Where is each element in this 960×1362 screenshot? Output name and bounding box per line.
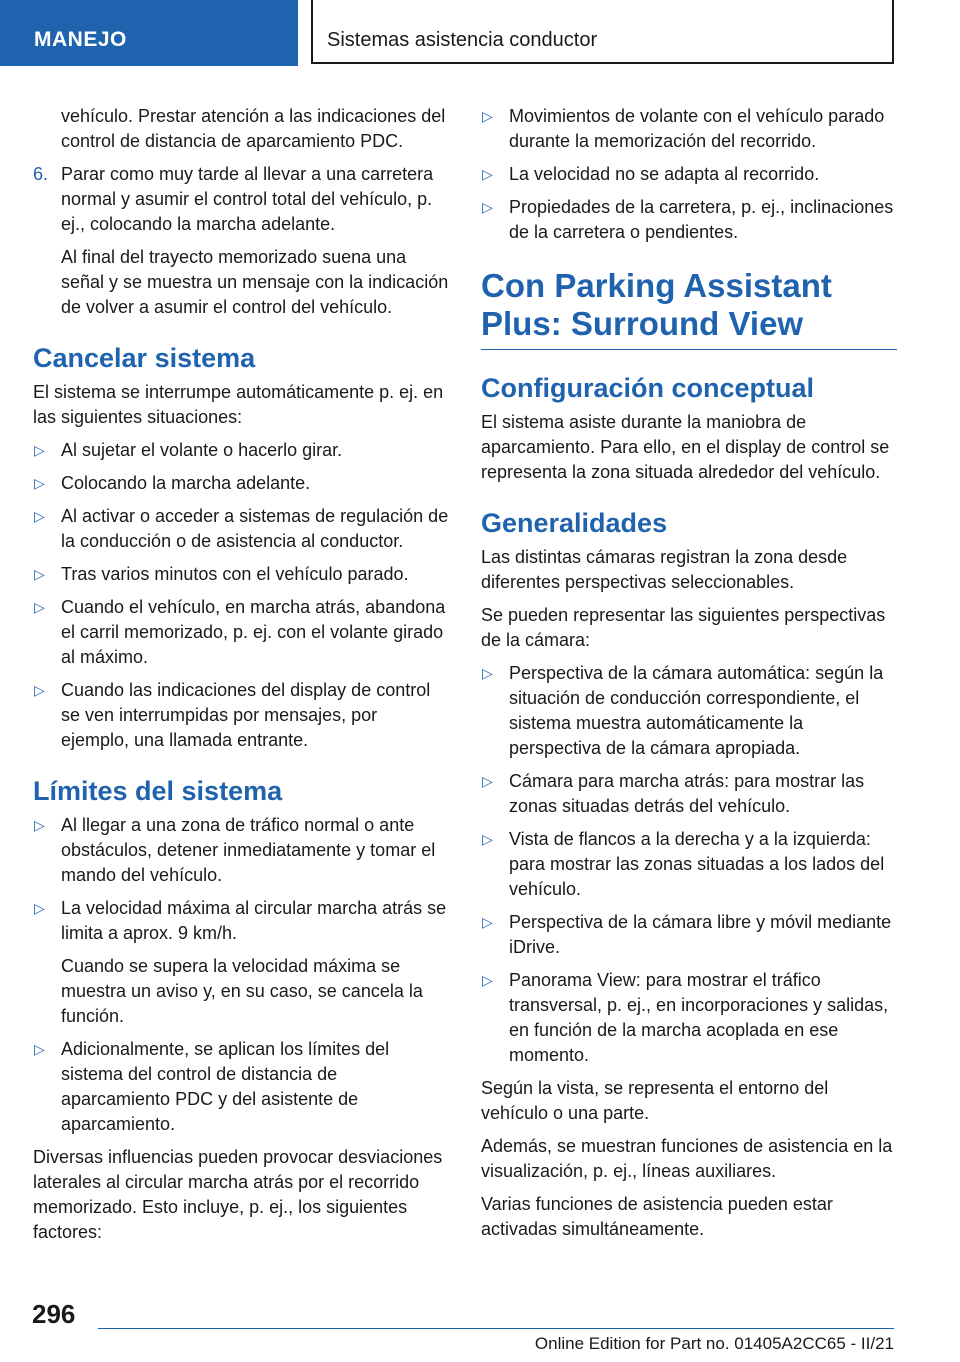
step-text: Parar como muy tarde al llevar a una carretera normal y asumir el control total del vehículo, p. ej., colocando la marcha adelante. [61,164,434,234]
list-item: ▷ Perspectiva de la cámara automática: según la situación de conducción correspondiente, el sistema muestra automáticamente la perspectiva de la cámara apropiada. [482,663,884,758]
limits-heading: Límites del sistema [33,776,283,806]
triangle-bullet-icon: ▷ [34,508,45,524]
list-item: ▷ Adicionalmente, se aplican los límites del sistema del control de distancia de aparcamiento PDC y del asistente de aparcamiento. [34,1039,390,1134]
triangle-bullet-icon: ▷ [482,914,493,930]
general-paragraph-1: Las distintas cámaras registran la zona desde diferentes perspectivas seleccionables. [481,547,848,592]
list-item: ▷ Cámara para marcha atrás: para mostrar las zonas situadas detrás del vehículo. [482,771,865,816]
triangle-bullet-icon: ▷ [34,900,45,916]
list-item: ▷ Al llegar a una zona de tráfico normal o ante obstáculos, detener inmediatamente y tomar el mando del vehículo. [34,815,436,885]
list-item: ▷ Perspectiva de la cámara libre y móvil mediante iDrive. [482,912,892,957]
header-chapter-label: Sistemas asistencia conductor [327,29,598,51]
limits-outro: Diversas influencias pueden provocar desviaciones laterales al circular marcha atrás por el recorrido memorizado. Esto incluye, p. ej., los siguientes factores: [33,1147,443,1242]
general-paragraph-3: Según la vista, se representa el entorno del vehículo o una parte. [481,1078,829,1123]
right-column [481,104,897,1250]
triangle-bullet-icon: ▷ [34,682,45,698]
general-heading: Generalidades [481,508,668,538]
general-paragraph-5: Varias funciones de asistencia pueden estar activadas simultáneamente. [481,1194,833,1239]
page-number: 296 [32,1299,76,1329]
list-item: ▷ Tras varios minutos con el vehículo parado. [33,562,449,587]
triangle-bullet-icon: ▷ [482,665,493,681]
triangle-bullet-icon: ▷ [482,831,493,847]
header-section-label: MANEJO [34,28,127,51]
triangle-bullet-icon: ▷ [34,599,45,615]
step-text-2: Al final del trayecto memorizado suena una señal y se muestra un mensaje con la indicación de volver a asumir el control del vehículo. [61,247,449,317]
list-item: ▷ Panorama View: para mostrar el tráfico transversal, p. ej., en incorporaciones y salidas, en función de la marcha acoplada en ese momento. [482,970,889,1065]
concept-heading: Configuración conceptual [481,373,815,403]
list-item: ▷ Colocando la marcha adelante. [33,471,449,496]
list-item-subtext: Cuando se supera la velocidad máxima se muestra un aviso y, en su caso, se cancela la función. [61,956,423,1026]
triangle-bullet-icon: ▷ [482,773,493,789]
general-paragraph-2: Se pueden representar las siguientes perspectivas de la cámara: [481,605,886,650]
triangle-bullet-icon: ▷ [482,166,493,182]
triangle-bullet-icon: ▷ [34,475,45,491]
header-chapter-box [311,0,894,64]
triangle-bullet-icon: ▷ [34,817,45,833]
list-item: ▷ Cuando el vehículo, en marcha atrás, abandona el carril memorizado, p. ej. con el volante girado al máximo. [34,597,446,667]
triangle-bullet-icon: ▷ [482,199,493,215]
cancel-intro: El sistema se interrumpe automáticamente p. ej. en las siguientes situaciones: [33,382,444,427]
list-item: ▷ Vista de flancos a la derecha y a la izquierda: para mostrar las zonas situadas a los lados del vehículo. [482,829,885,899]
continued-paragraph: vehículo. Prestar atención a las indicaciones del control de distancia de aparcamiento PDC. [61,106,446,151]
list-item: ▷ Al activar o acceder a sistemas de regulación de la conducción o de asistencia al conductor. [34,506,449,551]
list-item: ▷ La velocidad no se adapta al recorrido. [481,162,897,187]
triangle-bullet-icon: ▷ [34,442,45,458]
footer-edition: Online Edition for Part no. 01405A2CC65 - II/21 [534,1334,894,1353]
triangle-bullet-icon: ▷ [482,108,493,124]
triangle-bullet-icon: ▷ [482,972,493,988]
triangle-bullet-icon: ▷ [34,566,45,582]
list-item: ▷ Propiedades de la carretera, p. ej., inclinaciones de la carretera o pendientes. [482,197,894,242]
header-section-tab [0,0,298,66]
list-item: ▷ Movimientos de volante con el vehículo parado durante la memorización del recorrido. [482,106,885,151]
list-item: ▷ La velocidad máxima al circular marcha atrás se limita a aprox. 9 km/h. Cuando se supera la velocidad máxima se muestra un aviso y, en su caso, se cancela la función. [33,896,449,1029]
main-section-heading: Con Parking Assistant Plus: Surround View [481,267,897,350]
concept-text: El sistema asiste durante la maniobra de aparcamiento. Para ello, en el display de control se representa la zona situada alrededor del vehículo. [481,412,890,482]
general-paragraph-4: Además, se muestran funciones de asistencia en la visualización, p. ej., líneas auxiliares. [481,1136,893,1181]
step-6 [33,162,449,320]
list-item: ▷ Cuando las indicaciones del display de control se ven interrumpidas por mensajes, por ejemplo, una llamada entrante. [34,680,431,750]
cancel-heading: Cancelar sistema [33,343,256,373]
left-column [33,104,449,1253]
list-item: ▷ Al sujetar el volante o hacerlo girar. [33,438,449,463]
step-number: 6. [33,164,49,184]
footer-divider [98,1328,894,1329]
triangle-bullet-icon: ▷ [34,1041,45,1057]
